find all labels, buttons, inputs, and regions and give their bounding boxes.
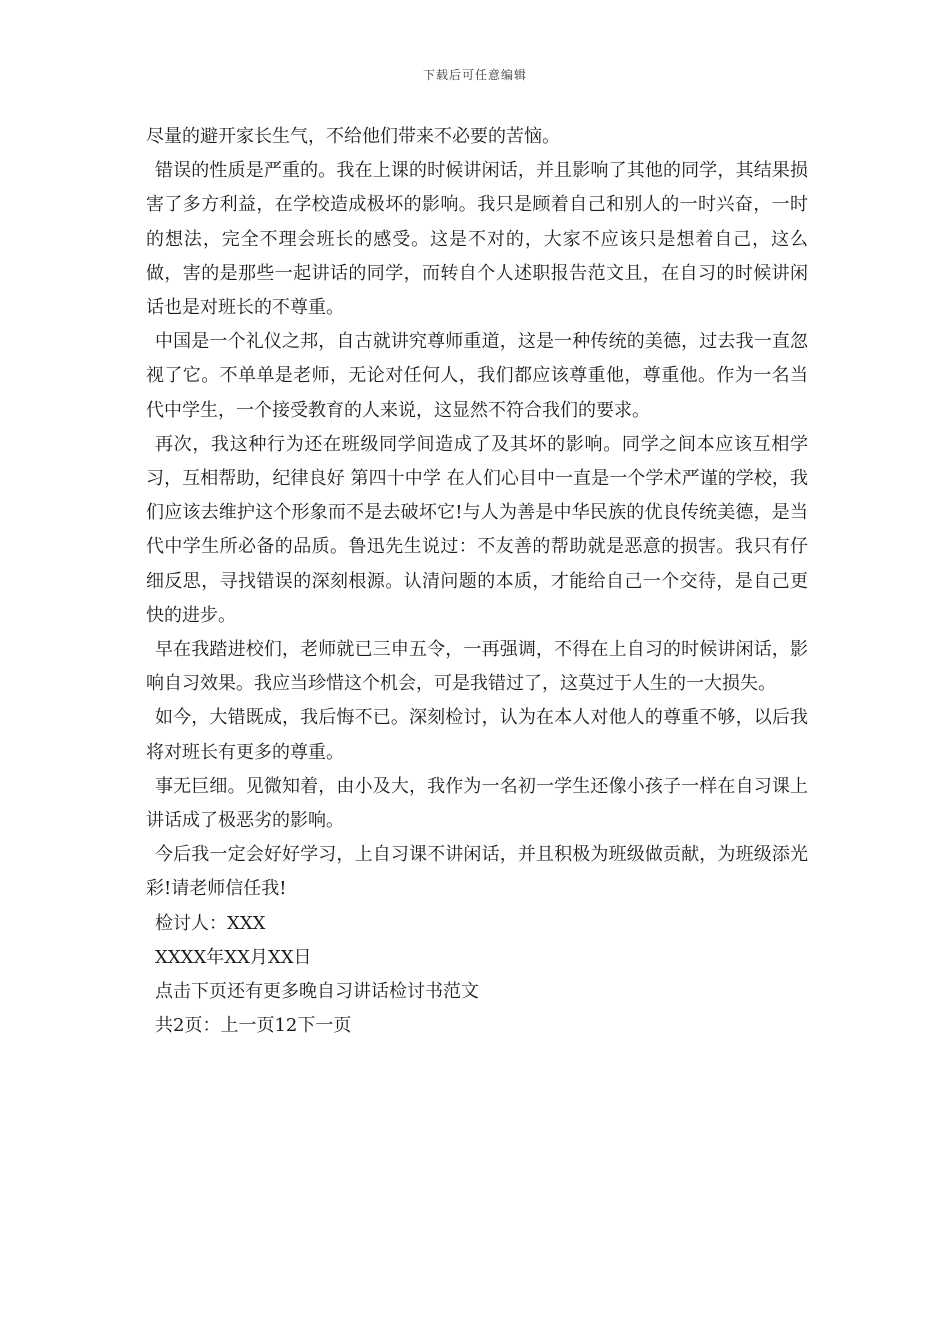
page-header: 下载后可任意编辑 bbox=[422, 68, 527, 82]
pagination[interactable]: 共2页：上一页12下一页 bbox=[155, 1015, 352, 1037]
signature-date: XXXX年XX月XX日 bbox=[155, 946, 312, 968]
document-body bbox=[146, 120, 808, 1043]
paragraph: 如今，大错既成，我后悔不已。深刻检讨，认为在本人对他人的尊重不够，以后我将对班长有更多的尊重。 bbox=[146, 707, 808, 763]
paragraph: 错误的性质是严重的。我在上课的时候讲闲话，并且影响了其他的同学，其结果损害了多方利益，在学校造成极坏的影响。我只是顾着自己和别人的一时兴奋，一时的想法，完全不理会班长的感受。这是不对的，大家不应该只是想着自己，这么做，害的是那些一起讲话的同学，而转自个人述职报告范文且，在自习的时候讲闲话也是对班长的不尊重。 bbox=[146, 160, 808, 319]
paragraph: 今后我一定会好好学习，上自习课不讲闲话，并且积极为班级做贡献，为班级添光彩!请老师信任我! bbox=[146, 844, 808, 900]
paragraph: 早在我踏进校们，老师就已三申五令，一再强调，不得在上自习的时候讲闲话，影响自习效果。我应当珍惜这个机会，可是我错过了，这莫过于人生的一大损失。 bbox=[146, 639, 808, 695]
paragraph: 再次，我这种行为还在班级同学间造成了及其坏的影响。同学之间本应该互相学习，互相帮助，纪律良好 第四十中学 在人们心目中一直是一个学术严谨的学校，我们应该去维护这个形象而不是去破坏它!与人为善是中华民族的优良传统美德，是当代中学生所必备的品质。鲁迅先生说过：不友善的帮助就是恶意的损害。我只有仔细反思，寻找错误的深刻根源。认清问题的本质，才能给自己一个交待，是自己更快的进步。 bbox=[146, 433, 808, 626]
paragraph: 中国是一个礼仪之邦，自古就讲究尊师重道，这是一种传统的美德，过去我一直忽视了它。不单单是老师，无论对任何人，我们都应该尊重他，尊重他。作为一名当代中学生，一个接受教育的人来说，这显然不符合我们的要求。 bbox=[146, 331, 808, 421]
paragraph: 事无巨细。见微知着，由小及大，我作为一名初一学生还像小孩子一样在自习课上讲话成了极恶劣的影响。 bbox=[146, 775, 808, 832]
paragraph: 尽量的避开家长生气，不给他们带来不必要的苦恼。 bbox=[146, 126, 560, 147]
more-articles-link[interactable]: 点击下页还有更多晚自习讲话检讨书范文 bbox=[155, 981, 479, 1003]
signature-author: 检讨人：XXX bbox=[155, 912, 266, 934]
